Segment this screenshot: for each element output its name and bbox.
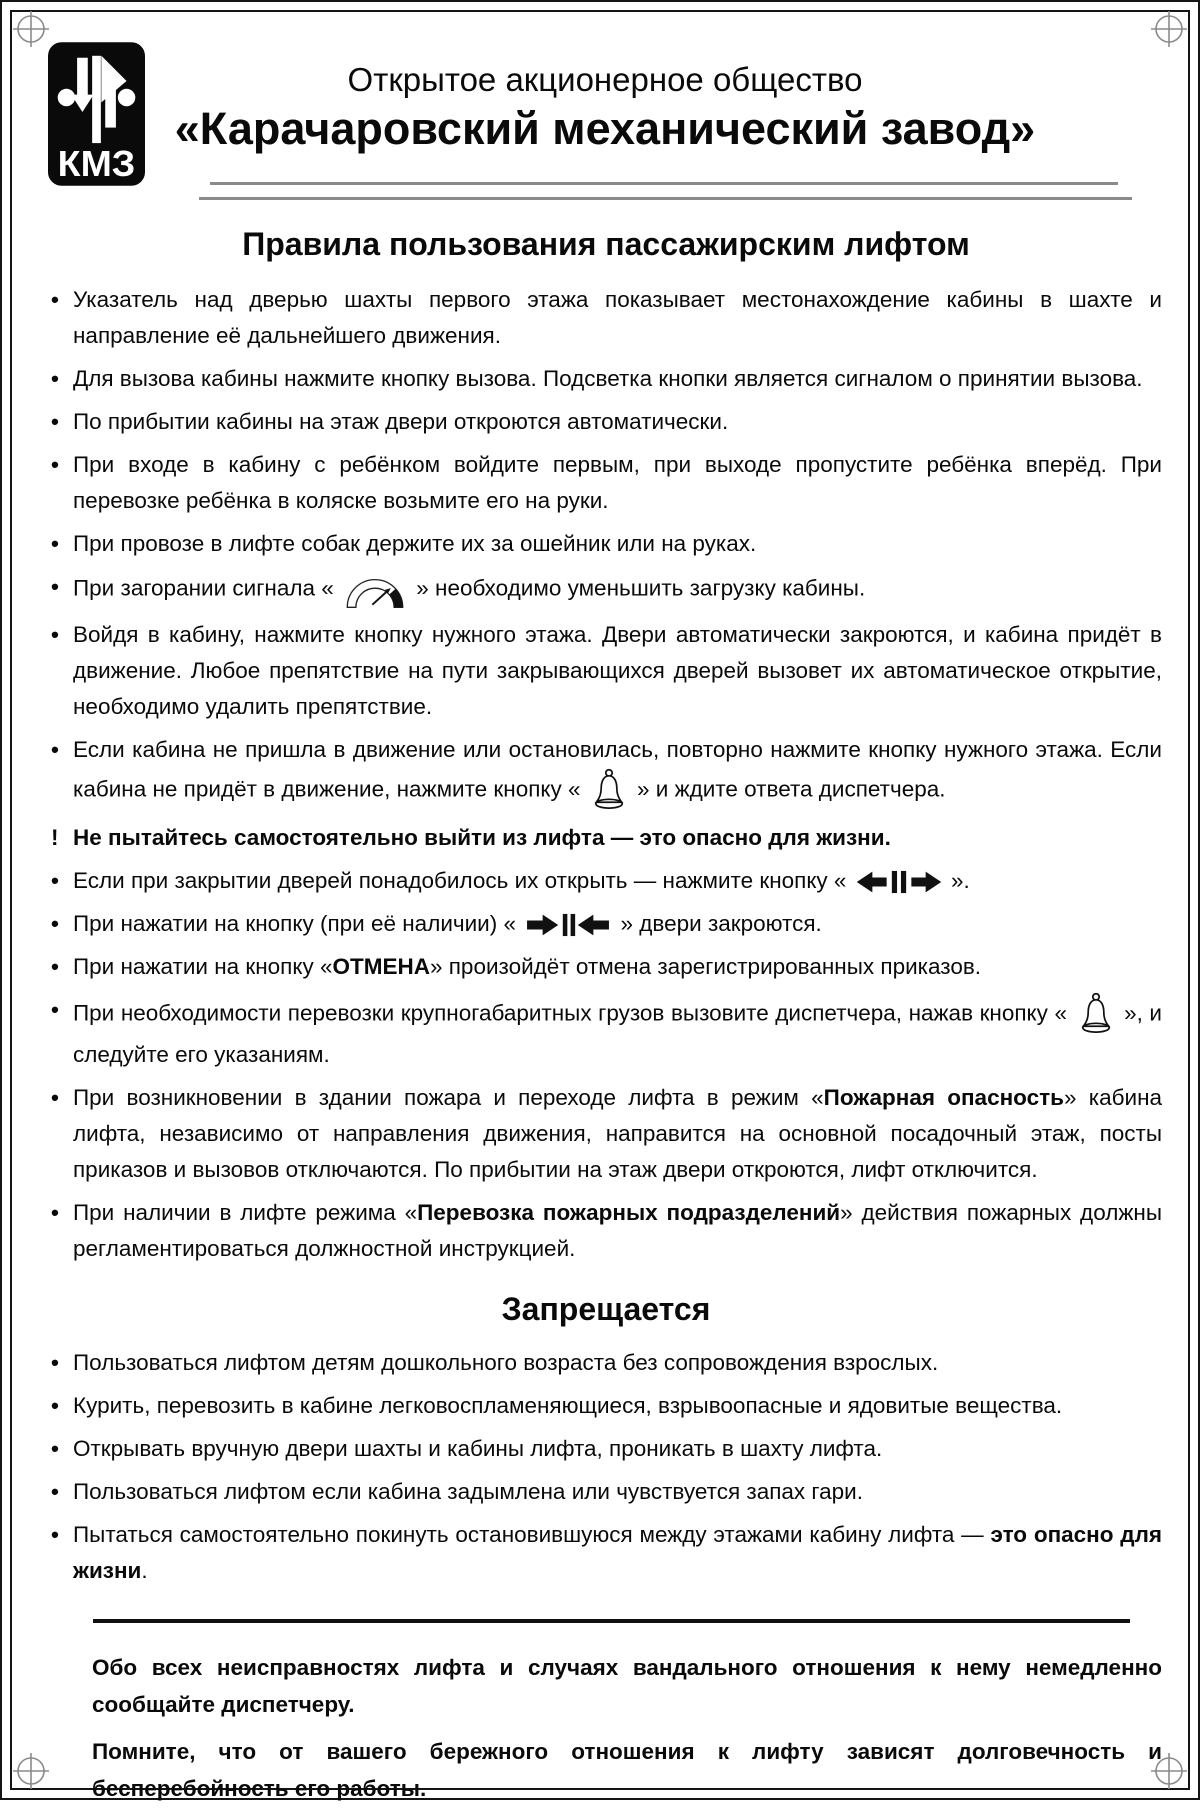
bold-text: ОТМЕНА xyxy=(332,954,430,979)
call-bell-icon xyxy=(1076,992,1116,1037)
bold-text: это опасно для жизни xyxy=(73,1522,1162,1583)
prohibited-title: Запрещается xyxy=(501,1291,711,1327)
rule-item: • Открывать вручную двери шахты и кабины лифта, проникать в шахту лифта. xyxy=(50,1431,1162,1467)
bold-text: Перевозка пожарных подразделений xyxy=(417,1200,841,1225)
bold-text: Обо всех неисправностях лифта и случаях вандального отношения к нему немедленно сообщайте диспетчеру. xyxy=(92,1655,1162,1717)
org-type: Открытое акционерное общество xyxy=(347,61,863,98)
header-text xyxy=(160,60,1050,156)
kmz-logo-icon xyxy=(48,42,145,186)
call-bell-icon xyxy=(589,768,629,813)
prohibited-list xyxy=(50,1345,1162,1589)
overload-indicator-icon xyxy=(342,569,408,610)
header-rule-top xyxy=(210,182,1118,185)
rule-item: • Пытаться самостоятельно покинуть остановившуюся между этажами кабину лифта — это опасно для жизни. xyxy=(50,1517,1162,1589)
rules-document xyxy=(50,224,1162,1817)
bold-text: Помните, что от вашего бережного отношения к лифту зависят долговечность и бесперебойность его работы. xyxy=(92,1739,1162,1801)
rules-title: Правила пользования пассажирским лифтом xyxy=(242,226,970,262)
footer-paragraph xyxy=(92,1649,1162,1723)
org-name: «Карачаровский механический завод» xyxy=(174,103,1036,154)
doors-close-icon xyxy=(524,912,612,938)
rule-item: • Если при закрытии дверей понадобилось их открыть — нажмите кнопку « ». xyxy=(50,863,1162,899)
doors-open-icon xyxy=(855,869,943,895)
footer-divider xyxy=(93,1619,1130,1623)
rules-list xyxy=(50,282,1162,1267)
rule-item: • Войдя в кабину, нажмите кнопку нужного этажа. Двери автоматически закроются, и кабина придёт в движение. Любое препятствие на пути закрывающихся дверей вызовет их автоматическое открытие, необходимо удалить препятствие. xyxy=(50,617,1162,725)
rule-item: • Курить, перевозить в кабине легковоспламеняющиеся, взрывоопасные и ядовитые вещества. xyxy=(50,1388,1162,1424)
rule-item: • При входе в кабину с ребёнком войдите первым, при выходе пропустите ребёнка вперёд. При перевозке ребёнка в коляске возьмите его на руки. xyxy=(50,447,1162,519)
logo-text: КМЗ xyxy=(57,144,136,185)
rule-item: • При необходимости перевозки крупногабаритных грузов вызовите диспетчера, нажав кнопку « », и следуйте его указаниям. xyxy=(50,992,1162,1073)
rule-item: • Пользоваться лифтом детям дошкольного возраста без сопровождения взрослых. xyxy=(50,1345,1162,1381)
rule-item: • При возникновении в здании пожара и переходе лифта в режим «Пожарная опасность» кабина лифта, независимо от направления движения, направится на основной посадочный этаж, посты приказов и вызовов отключаются. По прибытии на этаж двери откроются, лифт отключится. xyxy=(50,1080,1162,1188)
bold-text: Пожарная опасность xyxy=(823,1085,1064,1110)
rule-item: • При провозе в лифте собак держите их за ошейник или на руках. xyxy=(50,526,1162,562)
bold-text: Не пытайтесь самостоятельно выйти из лифта — это опасно для жизни. xyxy=(73,825,891,850)
rule-item: • При наличии в лифте режима «Перевозка пожарных подразделений» действия пожарных должны регламентироваться должностной инструкцией. xyxy=(50,1195,1162,1267)
footer-paragraph xyxy=(92,1733,1162,1807)
rule-item: • Пользоваться лифтом если кабина задымлена или чувствуется запах гари. xyxy=(50,1474,1162,1510)
rule-item: • При загорании сигнала « » необходимо уменьшить загрузку кабины. xyxy=(50,569,1162,610)
header-rule-bottom xyxy=(199,197,1132,200)
footer-note xyxy=(50,1649,1162,1807)
rule-item xyxy=(50,820,1162,856)
company-header xyxy=(0,0,1200,212)
rule-item: • При нажатии на кнопку «ОТМЕНА» произойдёт отмена зарегистрированных приказов. xyxy=(50,949,1162,985)
rule-item: • По прибытии кабины на этаж двери откроются автоматически. xyxy=(50,404,1162,440)
rule-item: • Указатель над дверью шахты первого этажа показывает местонахождение кабины в шахте и направление её дальнейшего движения. xyxy=(50,282,1162,354)
rule-item: • Для вызова кабины нажмите кнопку вызова. Подсветка кнопки является сигналом о принятии вызова. xyxy=(50,361,1162,397)
rule-item: • Если кабина не пришла в движение или остановилась, повторно нажмите кнопку нужного этажа. Если кабина не придёт в движение, нажмите кнопку « » и ждите ответа диспетчера. xyxy=(50,732,1162,813)
registration-mark-icon xyxy=(9,1749,53,1793)
rule-item: • При нажатии на кнопку (при её наличии) « » двери закроются. xyxy=(50,906,1162,942)
